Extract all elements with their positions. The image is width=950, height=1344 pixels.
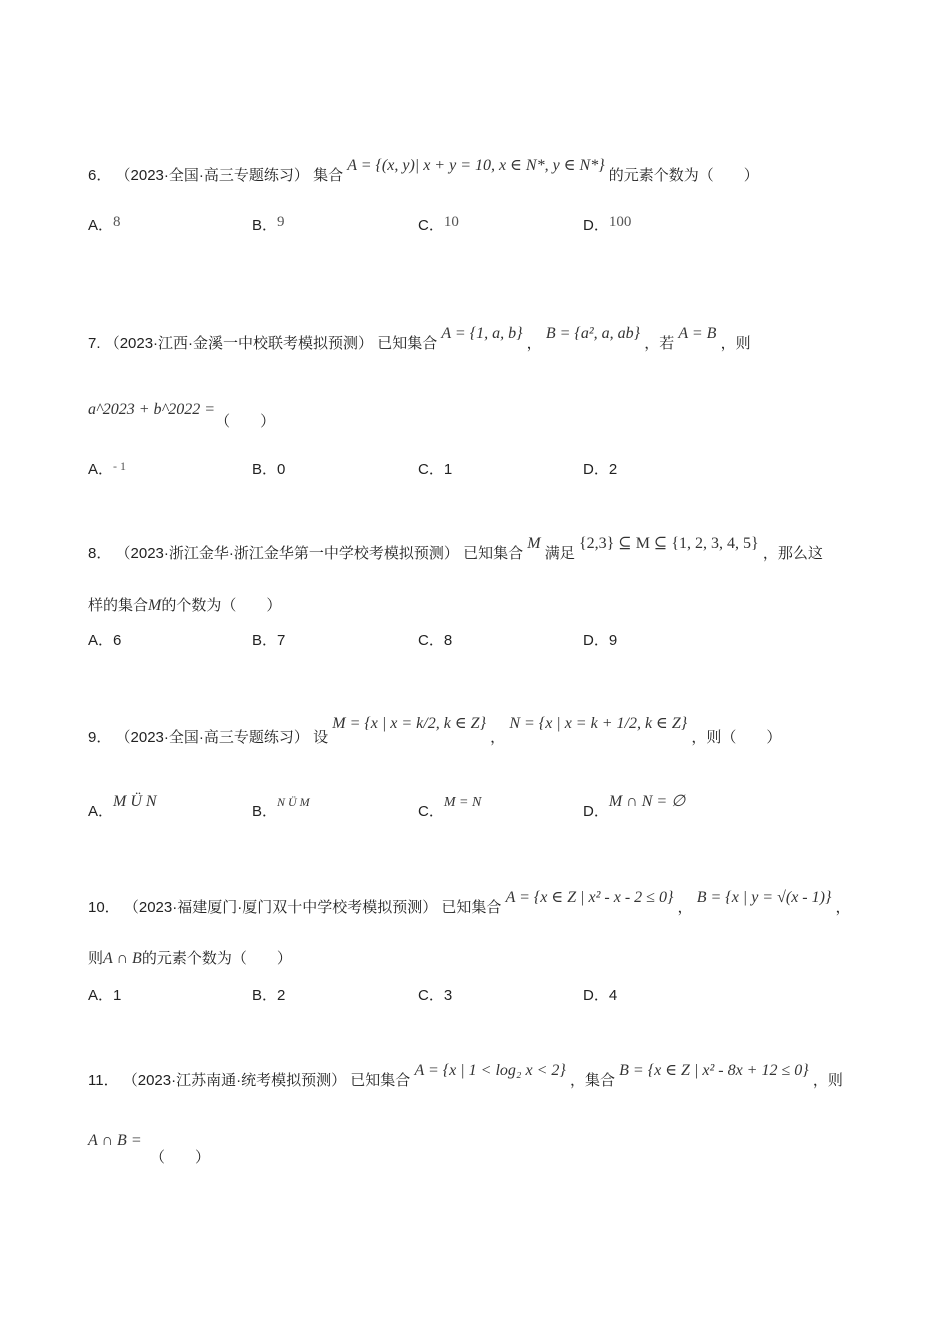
option-b[interactable]: B．0 <box>252 461 286 478</box>
question-number: 8． <box>88 545 112 562</box>
question-source: （2023·福建厦门·厦门双十中学校考模拟预测） <box>123 899 438 916</box>
question-11-stem: 11． （2023·江苏南通·统考模拟预测） 已知集合 A = {x | 1 < log₂ x < 2} ，集合 B = {x ∈ Z | x² - 8x + 12 ≤ 0} ，则 <box>88 1062 843 1089</box>
question-7-line2: a^2023 + b^2022 =（ ） <box>88 401 276 430</box>
question-10-line2: 则A ∩ B的元素个数为（ ） <box>88 950 292 967</box>
set-variable: M <box>527 535 541 552</box>
set-n-formula: N = {x | x = k + 1/2, k ∈ Z} <box>509 715 688 732</box>
set-b-formula: B = {x ∈ Z | x² - 8x + 12 ≤ 0} <box>619 1062 809 1079</box>
question-source: （2023·全国·高三专题练习） <box>115 729 309 746</box>
option-c[interactable]: C．M = N <box>418 795 482 820</box>
power-sum-formula: a^2023 + b^2022 = <box>88 401 216 418</box>
option-c[interactable]: C．8 <box>418 632 453 649</box>
option-c[interactable]: C．1 <box>418 461 453 478</box>
subset-formula: {2,3} ⊆ M ⊆ {1, 2, 3, 4, 5} <box>578 535 759 552</box>
question-source: （2023·江西·金溪一中校联考模拟预测） <box>104 335 374 352</box>
question-8-stem: 8． （2023·浙江金华·浙江金华第一中学校考模拟预测） 已知集合 M 满足 {2,3} ⊆ M ⊆ {1, 2, 3, 4, 5} ，那么这 <box>88 535 823 562</box>
option-a[interactable]: A．M Ü N <box>88 793 157 820</box>
option-b[interactable]: B．7 <box>252 632 286 649</box>
option-a[interactable]: A．1 <box>88 987 122 1004</box>
option-a[interactable]: A．6 <box>88 632 122 649</box>
set-a-formula: A = {x | 1 < log₂ x < 2} <box>414 1062 566 1079</box>
question-number: 6． <box>88 167 112 184</box>
option-a[interactable]: A．8 <box>88 214 121 234</box>
question-8-line2: 样的集合M的个数为（ ） <box>88 597 282 614</box>
set-m-formula: M = {x | x = k/2, k ∈ Z} <box>332 715 486 732</box>
set-formula: A = {(x, y)| x + y = 10, x ∈ N*, y ∈ N*} <box>347 157 605 174</box>
question-source: （2023·浙江金华·浙江金华第一中学校考模拟预测） <box>115 545 459 562</box>
option-c[interactable]: C．10 <box>418 214 459 234</box>
question-7-stem: 7. （2023·江西·金溪一中校联考模拟预测） 已知集合 A = {1, a, b} ， B = {a², a, ab} ，若 A = B ，则 <box>88 325 751 352</box>
set-variable: M <box>148 597 162 614</box>
question-number: 11． <box>88 1072 119 1089</box>
option-b[interactable]: B．2 <box>252 987 286 1004</box>
question-number: 9． <box>88 729 112 746</box>
question-11-line2 <box>88 1131 142 1151</box>
set-a-formula: A = {1, a, b} <box>441 325 523 342</box>
option-b[interactable]: B．$^{N Ü M}$ <box>252 795 310 820</box>
set-b-formula: B = {x | y = √(x - 1)} <box>696 889 832 906</box>
option-d[interactable]: D．4 <box>583 987 618 1004</box>
option-d[interactable]: D．M ∩ N = ∅ <box>583 793 686 820</box>
option-d[interactable]: D．2 <box>583 461 618 478</box>
option-d[interactable]: D．9 <box>583 632 618 649</box>
set-b-formula: B = {a², a, ab} <box>545 325 641 342</box>
intersection-formula: A ∩ B = <box>88 1132 142 1149</box>
question-source: （2023·江苏南通·统考模拟预测） <box>122 1072 347 1089</box>
option-c[interactable]: C．3 <box>418 987 453 1004</box>
option-b[interactable]: B．9 <box>252 214 285 234</box>
question-9-stem: 9． （2023·全国·高三专题练习） 设 M = {x | x = k/2, k ∈ Z} ， N = {x | x = k + 1/2, k ∈ Z} ，则（ ） <box>88 715 782 746</box>
option-d[interactable]: D．100 <box>583 214 632 234</box>
question-source: （2023·全国·高三专题练习） <box>115 167 309 184</box>
question-number: 10． <box>88 899 120 916</box>
set-a-formula: A = {x ∈ Z | x² - x - 2 ≤ 0} <box>505 889 674 906</box>
answer-paren: （ ） <box>150 1149 211 1166</box>
question-number: 7. <box>88 335 101 352</box>
intersection-formula: A ∩ B <box>103 950 142 967</box>
question-6-stem: 6． （2023·全国·高三专题练习） 集合 A = {(x, y)| x + y = 10, x ∈ N*, y ∈ N*} 的元素个数为（ ） <box>88 157 759 184</box>
option-a[interactable]: A．$^{- 1}$ <box>88 459 127 478</box>
question-10-stem: 10． （2023·福建厦门·厦门双十中学校考模拟预测） 已知集合 A = {x ∈ Z | x² - x - 2 ≤ 0} ， B = {x | y = √(x - 1)} ， <box>88 889 851 916</box>
equality-formula: A = B <box>678 325 717 342</box>
